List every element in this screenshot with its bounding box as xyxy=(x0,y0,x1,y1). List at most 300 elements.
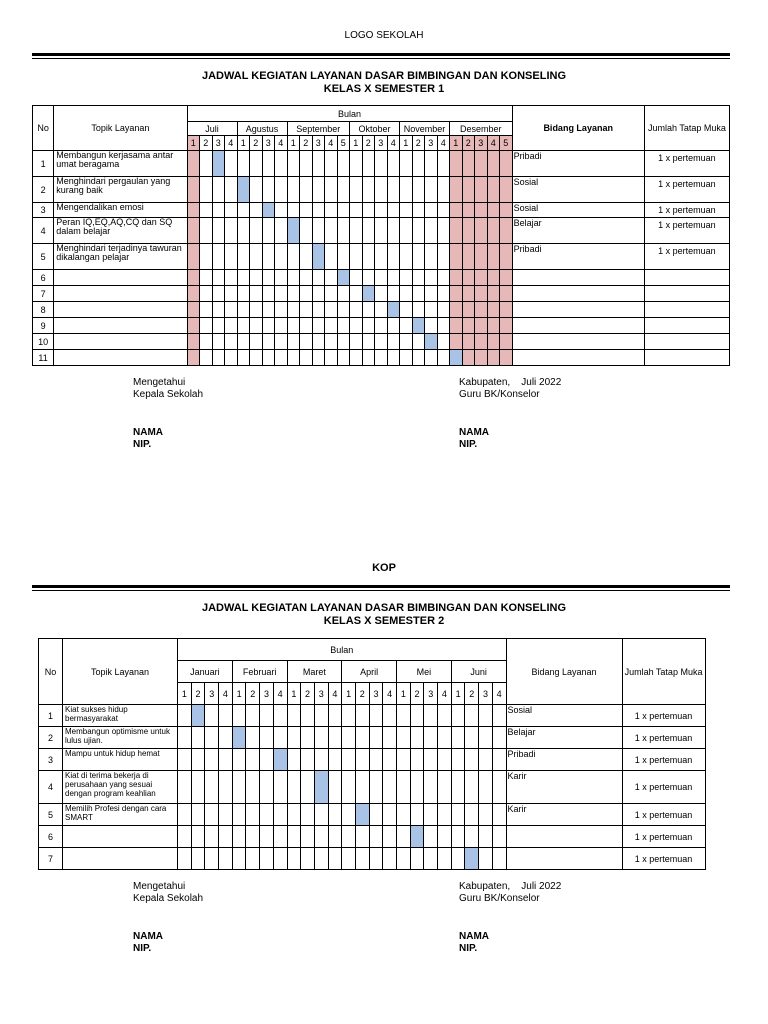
row-topik: Menghindari pergaulan yang kurang baik xyxy=(54,177,187,203)
table-row xyxy=(39,749,706,771)
week-cell xyxy=(425,334,438,350)
table-row xyxy=(33,218,730,244)
week-cell xyxy=(375,203,388,218)
week-number: 3 xyxy=(260,683,274,705)
week-cell xyxy=(487,350,500,366)
week-cell xyxy=(350,302,363,318)
week-cell xyxy=(362,203,375,218)
row-bidang: Karir xyxy=(506,771,622,804)
week-cell xyxy=(250,334,263,350)
week-cell xyxy=(362,350,375,366)
week-cell xyxy=(450,151,463,177)
week-cell xyxy=(424,727,438,749)
week-cell xyxy=(287,244,300,270)
week-cell xyxy=(225,151,238,177)
week-cell xyxy=(225,244,238,270)
week-cell xyxy=(400,218,413,244)
week-cell xyxy=(424,705,438,727)
week-cell xyxy=(487,270,500,286)
week-number: 1 xyxy=(350,136,363,151)
week-number: 5 xyxy=(337,136,350,151)
week-cell xyxy=(387,177,400,203)
week-cell xyxy=(260,804,274,826)
week-cell xyxy=(450,270,463,286)
week-cell xyxy=(287,727,301,749)
week-cell xyxy=(287,705,301,727)
week-cell xyxy=(397,771,411,804)
week-cell xyxy=(462,302,475,318)
month-header: Desember xyxy=(450,122,513,136)
week-number: 2 xyxy=(410,683,424,705)
week-cell xyxy=(191,749,205,771)
week-cell xyxy=(275,334,288,350)
row-no: 5 xyxy=(33,244,54,270)
week-cell xyxy=(437,151,450,177)
week-cell xyxy=(287,203,300,218)
week-cell xyxy=(275,203,288,218)
week-cell xyxy=(250,151,263,177)
week-cell xyxy=(479,771,493,804)
page2-title-line1: JADWAL KEGIATAN LAYANAN DASAR BIMBINGAN DAN KONSELING xyxy=(201,602,567,614)
week-cell xyxy=(397,848,411,870)
week-cell xyxy=(437,203,450,218)
week-cell xyxy=(462,151,475,177)
week-cell xyxy=(262,244,275,270)
week-cell xyxy=(219,749,233,771)
week-cell xyxy=(287,350,300,366)
week-cell xyxy=(219,727,233,749)
week-cell xyxy=(425,244,438,270)
week-cell xyxy=(250,286,263,302)
week-cell xyxy=(450,218,463,244)
col-header-topik: Topik Layanan xyxy=(54,106,187,151)
col-header-topik: Topik Layanan xyxy=(63,639,178,705)
week-cell xyxy=(287,151,300,177)
row-bidang xyxy=(512,286,644,302)
week-cell xyxy=(287,771,301,804)
week-cell xyxy=(475,286,488,302)
month-header: Mei xyxy=(397,661,452,683)
week-cell xyxy=(350,203,363,218)
row-no: 8 xyxy=(33,302,54,318)
col-header-bidang: Bidang Layanan xyxy=(512,106,644,151)
week-cell xyxy=(375,151,388,177)
week-cell xyxy=(225,302,238,318)
week-cell xyxy=(178,771,192,804)
week-cell xyxy=(355,771,369,804)
week-cell xyxy=(273,749,287,771)
week-cell xyxy=(400,203,413,218)
week-cell xyxy=(314,705,328,727)
week-cell xyxy=(212,244,225,270)
week-cell xyxy=(325,218,338,244)
row-jumlah: 1 x pertemuan xyxy=(622,826,705,848)
row-bidang xyxy=(512,350,644,366)
week-cell xyxy=(500,318,513,334)
week-cell xyxy=(451,826,465,848)
week-number: 3 xyxy=(212,136,225,151)
week-cell xyxy=(200,318,213,334)
week-cell xyxy=(487,334,500,350)
week-cell xyxy=(205,804,219,826)
week-cell xyxy=(475,177,488,203)
row-bidang: Sosial xyxy=(506,705,622,727)
week-cell xyxy=(397,705,411,727)
week-cell xyxy=(425,177,438,203)
row-no: 7 xyxy=(39,848,63,870)
week-cell xyxy=(246,826,260,848)
week-cell xyxy=(412,151,425,177)
week-cell xyxy=(475,151,488,177)
table-row xyxy=(33,244,730,270)
week-cell xyxy=(328,749,342,771)
week-cell xyxy=(424,848,438,870)
week-cell xyxy=(275,302,288,318)
week-cell xyxy=(275,270,288,286)
week-cell xyxy=(397,826,411,848)
week-cell xyxy=(492,727,506,749)
table-row xyxy=(39,727,706,749)
week-cell xyxy=(487,151,500,177)
week-cell xyxy=(301,804,315,826)
week-number: 2 xyxy=(355,683,369,705)
week-number: 4 xyxy=(328,683,342,705)
week-cell xyxy=(237,270,250,286)
week-cell xyxy=(451,771,465,804)
week-cell xyxy=(246,804,260,826)
row-no: 5 xyxy=(39,804,63,826)
week-cell xyxy=(260,727,274,749)
week-cell xyxy=(355,749,369,771)
week-number: 1 xyxy=(287,683,301,705)
week-cell xyxy=(187,151,200,177)
week-cell xyxy=(492,705,506,727)
page2-title xyxy=(0,602,768,628)
row-topik xyxy=(54,334,187,350)
week-cell xyxy=(337,151,350,177)
table-row xyxy=(33,302,730,318)
week-cell xyxy=(262,270,275,286)
table-row xyxy=(39,705,706,727)
week-number: 3 xyxy=(424,683,438,705)
week-cell xyxy=(479,705,493,727)
week-cell xyxy=(500,286,513,302)
week-cell xyxy=(275,244,288,270)
week-cell xyxy=(362,318,375,334)
week-cell xyxy=(314,804,328,826)
week-cell xyxy=(178,727,192,749)
week-cell xyxy=(287,270,300,286)
week-cell xyxy=(191,727,205,749)
week-number: 2 xyxy=(250,136,263,151)
week-cell xyxy=(328,727,342,749)
week-cell xyxy=(400,151,413,177)
week-cell xyxy=(479,749,493,771)
week-number: 4 xyxy=(219,683,233,705)
week-cell xyxy=(262,302,275,318)
row-jumlah xyxy=(644,350,729,366)
table-row xyxy=(33,203,730,218)
week-cell xyxy=(462,318,475,334)
week-cell xyxy=(325,244,338,270)
week-cell xyxy=(437,218,450,244)
week-cell xyxy=(200,177,213,203)
row-topik: Peran IQ,EQ,AQ,CQ dan SQ dalam belajar xyxy=(54,218,187,244)
week-cell xyxy=(387,350,400,366)
col-header-bulan: Bulan xyxy=(187,106,512,122)
table-row xyxy=(33,177,730,203)
week-cell xyxy=(424,804,438,826)
row-no: 2 xyxy=(39,727,63,749)
week-cell xyxy=(300,151,313,177)
week-cell xyxy=(500,244,513,270)
sign-right-place-date: Kabupaten, Juli 2022 xyxy=(459,377,562,388)
row-jumlah: 1 x pertemuan xyxy=(644,151,729,177)
page1-title xyxy=(0,70,768,96)
week-cell xyxy=(212,270,225,286)
sign-left-mengetahui: Mengetahui xyxy=(133,377,186,388)
week-cell xyxy=(492,804,506,826)
header-rule-thick xyxy=(32,53,730,56)
week-cell xyxy=(246,727,260,749)
week-cell xyxy=(500,350,513,366)
week-cell xyxy=(412,270,425,286)
week-cell xyxy=(328,848,342,870)
week-cell xyxy=(350,350,363,366)
sign2-left-mengetahui: Mengetahui xyxy=(133,881,186,892)
week-number: 3 xyxy=(314,683,328,705)
sign2-left-jabatan: Kepala Sekolah xyxy=(133,893,204,904)
week-cell xyxy=(260,826,274,848)
week-cell xyxy=(383,749,397,771)
page2-sign-left xyxy=(133,881,203,955)
row-bidang: Belajar xyxy=(506,727,622,749)
week-cell xyxy=(355,804,369,826)
week-cell xyxy=(191,848,205,870)
week-cell xyxy=(225,270,238,286)
week-number: 1 xyxy=(400,136,413,151)
week-cell xyxy=(479,804,493,826)
week-cell xyxy=(383,771,397,804)
week-cell xyxy=(437,350,450,366)
week-cell xyxy=(225,203,238,218)
row-topik xyxy=(54,286,187,302)
week-cell xyxy=(500,177,513,203)
week-cell xyxy=(237,318,250,334)
row-jumlah: 1 x pertemuan xyxy=(644,177,729,203)
week-cell xyxy=(212,350,225,366)
week-cell xyxy=(400,318,413,334)
row-bidang: Pribadi xyxy=(512,151,644,177)
week-cell xyxy=(383,705,397,727)
row-bidang: Pribadi xyxy=(512,244,644,270)
week-cell xyxy=(287,302,300,318)
row-jumlah: 1 x pertemuan xyxy=(644,218,729,244)
row-bidang xyxy=(512,270,644,286)
week-cell xyxy=(246,848,260,870)
week-cell xyxy=(287,286,300,302)
table-row xyxy=(39,771,706,804)
week-number: 2 xyxy=(301,683,315,705)
sign-right-nip: NIP. xyxy=(459,439,478,450)
row-jumlah xyxy=(644,334,729,350)
week-cell xyxy=(337,203,350,218)
row-no: 11 xyxy=(33,350,54,366)
week-cell xyxy=(301,727,315,749)
week-cell xyxy=(187,286,200,302)
week-cell xyxy=(300,350,313,366)
week-cell xyxy=(492,771,506,804)
week-cell xyxy=(205,848,219,870)
week-cell xyxy=(232,727,246,749)
week-cell xyxy=(387,244,400,270)
week-cell xyxy=(383,826,397,848)
week-number: 3 xyxy=(369,683,383,705)
week-cell xyxy=(187,270,200,286)
week-cell xyxy=(465,771,479,804)
week-cell xyxy=(212,151,225,177)
week-cell xyxy=(273,826,287,848)
week-cell xyxy=(337,286,350,302)
week-cell xyxy=(369,749,383,771)
row-bidang: Karir xyxy=(506,804,622,826)
row-topik xyxy=(54,350,187,366)
week-cell xyxy=(465,749,479,771)
month-header: Agustus xyxy=(237,122,287,136)
sign2-right-nama: NAMA xyxy=(459,931,489,942)
week-cell xyxy=(369,727,383,749)
week-cell xyxy=(273,705,287,727)
sign2-right-jabatan: Guru BK/Konselor xyxy=(459,893,540,904)
week-cell xyxy=(205,727,219,749)
month-header: Februari xyxy=(232,661,287,683)
week-number: 3 xyxy=(475,136,488,151)
week-cell xyxy=(260,771,274,804)
week-cell xyxy=(412,286,425,302)
week-cell xyxy=(475,218,488,244)
header-row-bulan xyxy=(33,106,730,122)
week-cell xyxy=(300,286,313,302)
week-cell xyxy=(425,270,438,286)
sign2-right-place-date: Kabupaten, Juli 2022 xyxy=(459,881,562,892)
week-cell xyxy=(362,151,375,177)
month-header: Januari xyxy=(178,661,233,683)
table-row xyxy=(33,151,730,177)
week-cell xyxy=(369,705,383,727)
week-cell xyxy=(205,705,219,727)
table-row xyxy=(39,848,706,870)
week-cell xyxy=(275,218,288,244)
row-jumlah: 1 x pertemuan xyxy=(622,705,705,727)
row-no: 6 xyxy=(33,270,54,286)
week-cell xyxy=(205,749,219,771)
week-cell xyxy=(232,848,246,870)
row-bidang: Pribadi xyxy=(506,749,622,771)
week-cell xyxy=(200,286,213,302)
week-cell xyxy=(237,334,250,350)
week-number: 4 xyxy=(387,136,400,151)
page2-title-line2: KELAS X SEMESTER 2 xyxy=(323,615,445,627)
week-cell xyxy=(350,218,363,244)
week-cell xyxy=(475,318,488,334)
week-number: 3 xyxy=(479,683,493,705)
week-cell xyxy=(178,804,192,826)
week-number: 2 xyxy=(462,136,475,151)
week-number: 2 xyxy=(362,136,375,151)
week-cell xyxy=(383,804,397,826)
week-cell xyxy=(437,177,450,203)
week-cell xyxy=(325,334,338,350)
week-cell xyxy=(350,334,363,350)
week-cell xyxy=(462,270,475,286)
week-cell xyxy=(205,826,219,848)
week-cell xyxy=(275,350,288,366)
row-no: 7 xyxy=(33,286,54,302)
semester2-schedule-table xyxy=(38,638,706,870)
row-topik xyxy=(54,318,187,334)
header-row-bulan xyxy=(39,639,706,661)
week-cell xyxy=(312,244,325,270)
week-number: 2 xyxy=(246,683,260,705)
week-number: 1 xyxy=(342,683,356,705)
col-header-no: No xyxy=(33,106,54,151)
week-cell xyxy=(375,270,388,286)
week-cell xyxy=(492,848,506,870)
week-cell xyxy=(312,151,325,177)
week-number: 2 xyxy=(200,136,213,151)
week-cell xyxy=(350,318,363,334)
week-number: 4 xyxy=(225,136,238,151)
sign-left-nama: NAMA xyxy=(133,427,163,438)
row-topik xyxy=(63,848,178,870)
week-cell xyxy=(312,270,325,286)
week-number: 4 xyxy=(492,683,506,705)
week-cell xyxy=(400,244,413,270)
week-cell xyxy=(314,848,328,870)
week-cell xyxy=(262,151,275,177)
week-cell xyxy=(301,771,315,804)
week-cell xyxy=(412,334,425,350)
week-cell xyxy=(451,749,465,771)
row-bidang: Sosial xyxy=(512,203,644,218)
week-cell xyxy=(300,177,313,203)
row-no: 4 xyxy=(39,771,63,804)
week-cell xyxy=(237,350,250,366)
week-cell xyxy=(312,334,325,350)
row-topik: Menghindari terjadinya tawuran dikalangan pelajar xyxy=(54,244,187,270)
week-cell xyxy=(387,302,400,318)
week-cell xyxy=(475,244,488,270)
week-cell xyxy=(300,218,313,244)
row-no: 9 xyxy=(33,318,54,334)
week-cell xyxy=(325,286,338,302)
week-cell xyxy=(260,705,274,727)
week-cell xyxy=(300,302,313,318)
row-jumlah: 1 x pertemuan xyxy=(622,727,705,749)
week-cell xyxy=(437,286,450,302)
week-cell xyxy=(412,203,425,218)
week-cell xyxy=(462,203,475,218)
row-no: 3 xyxy=(33,203,54,218)
week-cell xyxy=(325,177,338,203)
week-cell xyxy=(287,334,300,350)
sign-left-nip: NIP. xyxy=(133,439,152,450)
week-cell xyxy=(225,318,238,334)
col-header-jumlah: Jumlah Tatap Muka xyxy=(622,639,705,705)
week-cell xyxy=(355,826,369,848)
week-cell xyxy=(337,244,350,270)
week-number: 3 xyxy=(205,683,219,705)
